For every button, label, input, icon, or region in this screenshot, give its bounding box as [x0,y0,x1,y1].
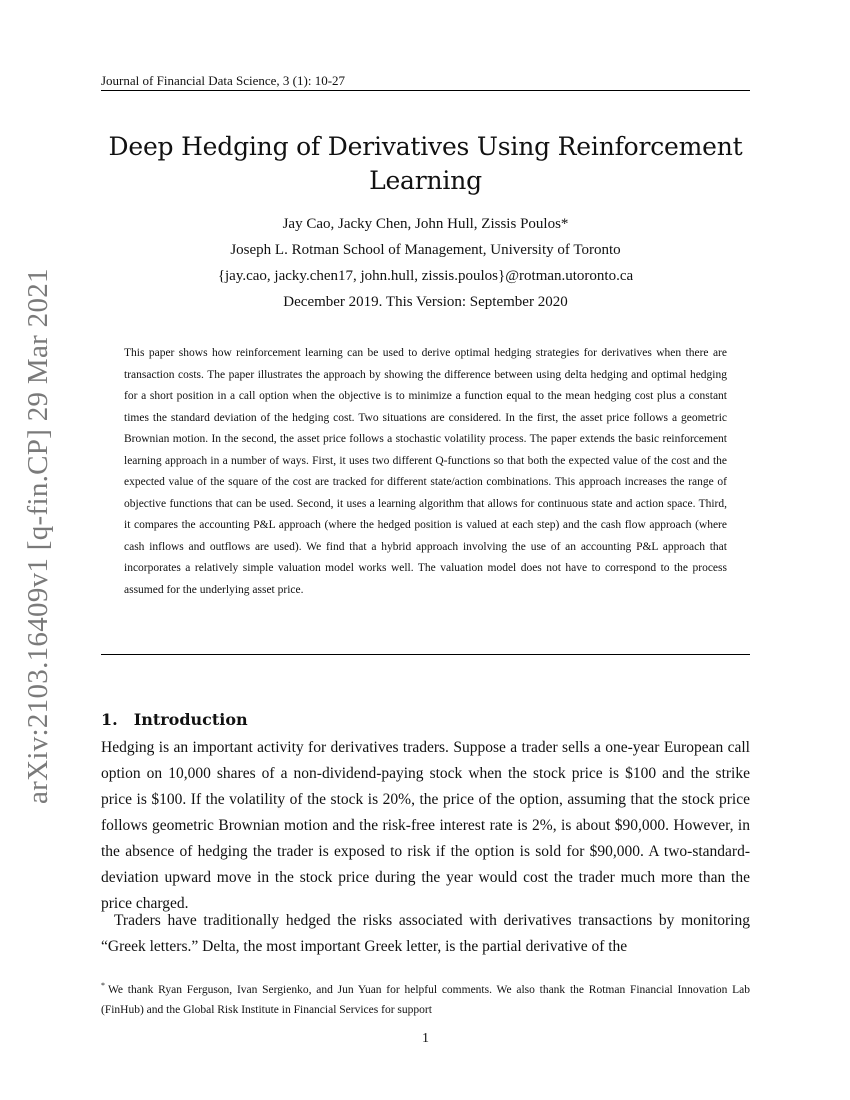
footnote [101,976,750,1020]
affiliation: Joseph L. Rotman School of Management, University of Toronto [230,242,621,258]
body-paragraph: Hedging is an important activity for derivatives traders. Suppose a trader sells a one-year European call option on 10,000 shares of a non-dividend-paying stock when the stock price is $100 and the strike price is $100. If the volatility of the stock is 20%, the price of the option, assuming that the stock price follows geometric Brownian motion and the risk-free interest rate is 2%, is about $90,000. However, in the absence of hedging the trader is exposed to risk if the option is sold for $90,000. A two-standard-deviation upward move in the stock price during the year would cost the trader much more than the price charged. [101,739,750,912]
author-emails: {jay.cao, jacky.chen17, john.hull, zissis.poulos}@rotman.utoronto.ca [217,268,634,284]
paper-dates: December 2019. This Version: September 2020 [283,294,568,310]
arxiv-stamp[interactable]: arXiv:2103.16409v1 [q-fin.CP] 29 Mar 2021 [22,268,54,804]
footnote-mark: * [101,981,105,990]
abstract: This paper shows how reinforcement learning can be used to derive optimal hedging strategies for derivatives when there are transaction costs. The paper illustrates the approach by showing the difference between using delta hedging and optimal hedging for a short position in a call option when the objective is to minimize a function equal to the mean hedging cost plus a constant times the standard deviation of the hedging cost. Two situations are considered. In the first, the asset price follows a geometric Brownian motion. In the second, the asset price follows a stochastic volatility process. The paper extends the basic reinforcement learning approach in a number of ways. First, it uses two different Q-functions so that both the expected value of the cost and the expected value of the square of the cost are tracked for different state/action combinations. This approach increases the range of objective functions that can be used. Second, it uses a learning algorithm that allows for continuous state and action space. Third, it compares the accounting P&L approach (where the hedged position is valued at each step) and the cash flow approach (where cash inflows and outflows are used). We find that a hybrid approach involving the use of an accounting P&L approach that incorporates a relatively simple valuation model works well. The valuation model does not have to correspond to the process assumed for the underlying asset price. [124,347,727,596]
authors: Jay Cao, Jacky Chen, John Hull, Zissis Poulos* [282,216,569,232]
paper-title: Deep Hedging of Derivatives Using Reinforcement Learning [108,132,743,195]
page-number: 1 [422,1031,429,1046]
section-title: Introduction [133,710,248,729]
abstract-rule [101,654,750,655]
header-rule [101,90,750,91]
section-heading [101,709,248,731]
body-paragraph: Traders have traditionally hedged the risks associated with derivatives transactions by monitoring “Greek letters.” Delta, the most important Greek letter, is the partial derivative of the [101,912,750,955]
section-number: 1. [101,710,118,729]
footnote-text: We thank Ryan Ferguson, Ivan Sergienko, and Jun Yuan for helpful comments. We also thank the Rotman Financial Innovation Lab (FinHub) and the Global Risk Institute in Financial Services for support [101,983,750,1016]
running-head: Journal of Financial Data Science, 3 (1): 10-27 [101,73,346,88]
